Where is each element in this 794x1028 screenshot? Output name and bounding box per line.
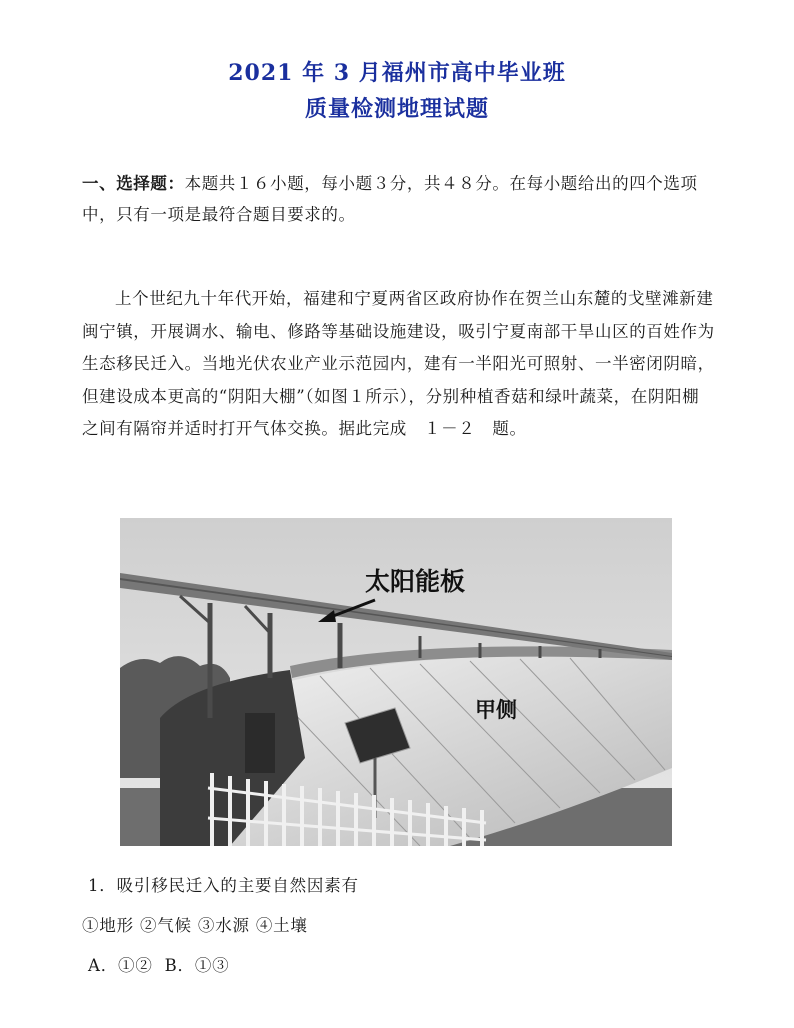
passage-text: 上个世纪九十年代开始，福建和宁夏两省区政府协作在贺兰山东麓的戈壁滩新建闽宁镇，开展调水、输电、修路等基础设施建设，吸引宁夏南部干旱山区的百姓作为生态移民迁入。当地光伏农业产业示范园内，建有一半阳光可照射、一半密闭阴暗，但建设成本更高的“阴阳大棚”（如图１所示），分别种植香菇和绿叶蔬菜，在阴阳棚之间有隔帘并适时打开气体交换。据此完成 １－２ 题。: [82, 289, 715, 438]
exam-title-line2: 质量检测地理试题: [304, 96, 489, 122]
question-1-choices: [88, 952, 241, 976]
solar-panel-label: 太阳能板: [365, 567, 466, 596]
section-instructions: [82, 168, 716, 230]
choice-b[interactable]: B．①③: [164, 956, 230, 975]
choice-a[interactable]: A．①②: [88, 956, 153, 975]
question-1-stem: 1．吸引移民迁入的主要自然因素有: [88, 876, 359, 895]
greenhouse-photo: [120, 518, 672, 846]
section-instructions-text: 本题共１６小题，每小题３分，共４８分。在每小题给出的四个选项中，只有一项是最符合题目要求的。: [82, 174, 698, 224]
question-1-factors: ①地形 ②气候 ③水源 ④土壤: [82, 916, 308, 935]
section-heading: 一、选择题：: [82, 174, 185, 193]
exam-title-line1: 2021 年 3 月福州市高中毕业班: [228, 60, 566, 86]
side-jia-label: 甲侧: [475, 698, 517, 722]
